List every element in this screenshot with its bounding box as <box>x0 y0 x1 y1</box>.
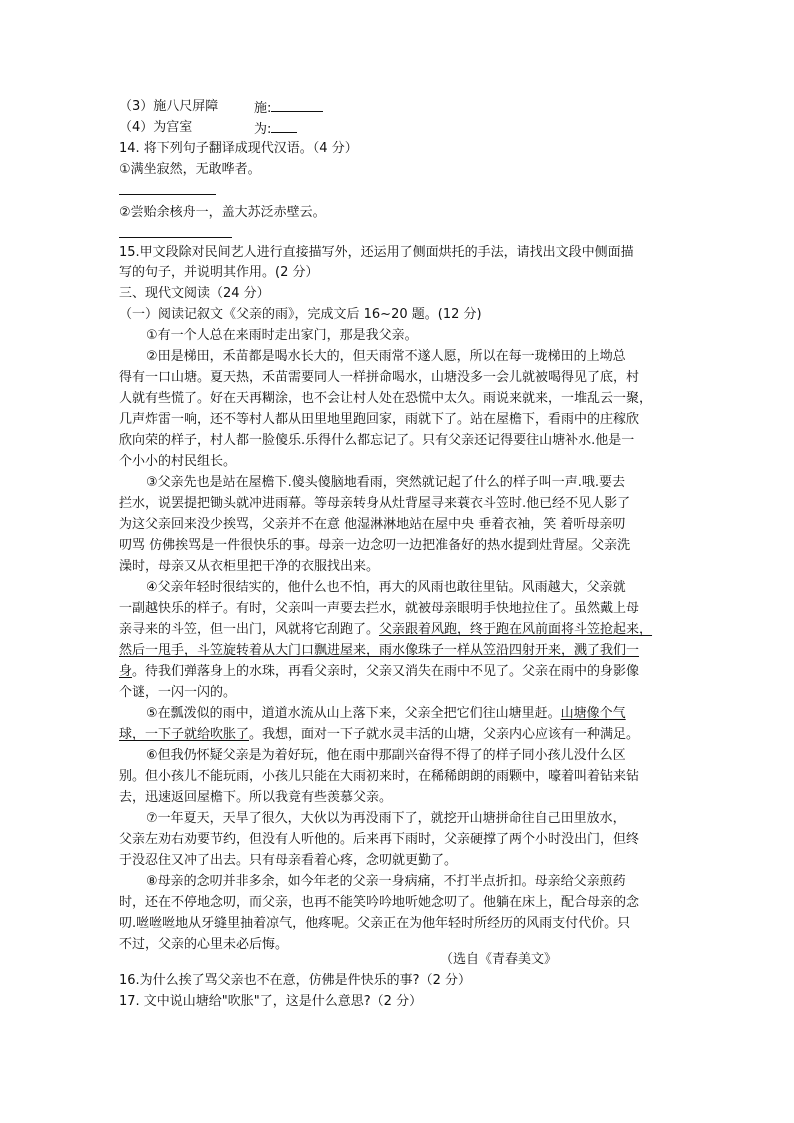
underlined-sentence: 山塘像个气 <box>560 706 626 721</box>
essay-p8-line: 叨.咝咝咝地从牙缝里抽着凉气，他疼呢。父亲正在为他年轻时所经历的风雨支付代价。只 <box>119 916 631 931</box>
essay-p7-line: ⑦一年夏天，天旱了很久，大伙以为再没雨下了，就挖开山塘拼命往自己田里放水， <box>146 811 626 826</box>
essay-p2-line: 几声炸雷一响，还不等村人都从田里地里跑回家，雨就下了。站在屋檐下，看雨中的庄稼欣 <box>119 412 640 427</box>
essay-source: （选自《青春美文》 <box>440 952 558 967</box>
essay-p8-line: 不过，父亲的心里未必后悔。 <box>119 937 289 952</box>
essay-p3-line: 为这父亲回来没少挨骂，父亲并不在意 他湿淋淋地站在屋中央 垂着衣袖，笑 着听母亲叨 <box>119 517 626 532</box>
essay-p3-line: 澡时，母亲又从衣柜里把干净的衣服找出来。 <box>119 559 380 574</box>
q15-line-2: 写的句子，并说明其作用。(2 分） <box>119 265 319 280</box>
essay-p5-line: ⑤在瓢泼似的雨中，道道水流从山上落下来，父亲全把它们往山塘里赶。山塘像个气 <box>146 706 626 721</box>
q14-answer-line-2[interactable] <box>119 237 232 238</box>
essay-p4-line: 亲寻来的斗笠，但一出门，风就将它刮跑了。父亲跟着风跑，终于跑在风前面将斗笠抢起来， <box>119 622 653 637</box>
essay-p6-line: ⑥但我仍怀疑父亲是为着好玩，他在雨中那副兴奋得不得了的样子同小孩儿没什么区 <box>146 748 626 763</box>
q13-item3-label: （3）施八尺屏障 <box>119 99 219 114</box>
essay-p2-line: 个小小的村民组长。 <box>119 454 237 469</box>
section-3-sub: （一）阅读记叙文《父亲的雨》，完成文后 16~20 题。(12 分) <box>119 307 482 322</box>
essay-p8-line: ⑧母亲的念叨并非多余，如今年老的父亲一身病痛，不打半点折扣。母亲给父亲煎药 <box>146 874 626 889</box>
underlined-sentence: 身 <box>119 664 133 679</box>
essay-p2-line: 人就有些慌了。好在天再糊涂，也不会让村人处在恐慌中太久。雨说来就来，一堆乱云一聚， <box>119 391 653 406</box>
q13-item-4 <box>119 118 272 138</box>
q13-item4-word: 为: <box>254 118 297 139</box>
essay-p2-line: 得有一口山塘。夏天热，禾苗需要同人一样拼命喝水，山塘没多一会儿就被喝得见了底，村 <box>119 370 640 385</box>
essay-p2-line: ②田是梯田，禾苗都是喝水长大的，但天雨常不遂人愿，所以在每一珑梯田的上坳总 <box>146 349 626 364</box>
section-3-heading: 三、现代文阅读（24 分） <box>119 286 270 301</box>
underlined-sentence: 球，一下子就给吹胀了 <box>119 727 250 742</box>
essay-p3-line: 拦水，说罢提把锄头就冲进雨幕。等母亲转身从灶背屋寻来蓑衣斗笠时.他已经不见人影了 <box>119 496 631 511</box>
essay-p8-line: 时，还在不停地念叨，而父亲，也再不能笑吟吟地听她念叨了。他躺在床上，配合母亲的念 <box>119 895 640 910</box>
essay-p3-line: ③父亲先也是站在屋檐下.傻头傻脑地看雨，突然就记起了什么的样子叫一声.哦.要去 <box>146 475 626 490</box>
essay-p5-line: 球，一下子就给吹胀了。我想，面对一下子就水灵丰活的山塘，父亲内心应该有一种满足。 <box>119 727 640 742</box>
underlined-sentence: 父亲跟着风跑，终于跑在风前面将斗笠抢起来， <box>379 622 653 637</box>
underlined-sentence: 然后一甩手，斗笠旋转着从大门口飘进屋来，雨水像珠子一样从笠沿四射开来，溅了我们一 <box>119 643 640 658</box>
q13-item3-word: 施: <box>254 97 323 118</box>
q14-title: 14. 将下列句子翻译成现代汉语。（4 分） <box>119 141 358 156</box>
essay-p4-line: ④父亲年轻时很结实的，他什么也不怕，再大的风雨也敢往里钻。风雨越大，父亲就 <box>146 580 626 595</box>
q13-item4-label: （4）为宫室 <box>119 120 193 135</box>
essay-p6-line: 去，迅速返回屋檐下。所以我竟有些羡慕父亲。 <box>119 790 393 805</box>
q13-item4-blank[interactable] <box>271 118 297 133</box>
q15-line-1: 15.甲文段除对民间艺人进行直接描写外，还运用了侧面烘托的手法，请找出文段中侧面描 <box>119 245 634 260</box>
q14-sentence-1: ①满坐寂然，无敢哗者。 <box>119 162 261 177</box>
essay-p7-line: 父亲左劝右劝要节约，但没有人听他的。后来再下雨时，父亲硬撑了两个小时没出门，但终 <box>119 832 640 847</box>
essay-p6-line: 别。但小孩儿不能玩雨，小孩儿只能在大雨初来时，在稀稀朗朗的雨颗中，嚎着叫着钻来钻 <box>119 769 640 784</box>
essay-p4-line: 一副越快乐的样子。有时，父亲叫一声要去拦水，就被母亲眼明手快地拉住了。虽然戴上母 <box>119 601 640 616</box>
essay-p7-line: 于没忍住又冲了出去。只有母亲看着心疼，念叨就更勤了。 <box>119 853 458 868</box>
q14-sentence-2: ②尝贻余核舟一，盖大苏泛赤壁云。 <box>119 205 326 220</box>
essay-p1: ①有一个人总在来雨时走出家门，那是我父亲。 <box>146 328 418 343</box>
essay-p4-line: 个谜，一闪一闪的。 <box>119 685 237 700</box>
essay-p4-line <box>119 641 639 661</box>
q14-answer-line-1[interactable] <box>119 194 216 195</box>
q17-text: 17. 文中说山塘给"吹胀"了，这是什么意思?（2 分） <box>119 994 423 1009</box>
essay-p2-line: 欣向荣的样子，村人都一脸傻乐.乐得什么都忘记了。只有父亲还记得要往山塘补水.他是一 <box>119 433 635 448</box>
q16-text: 16.为什么挨了骂父亲也不在意，仿佛是件快乐的事?（2 分） <box>119 973 471 988</box>
q13-item3-blank[interactable] <box>271 97 323 112</box>
essay-p4-line: 身。待我们弹落身上的水珠，再看父亲时，父亲又消失在雨中不见了。父亲在雨中的身影像 <box>119 664 640 679</box>
q13-item-3 <box>119 97 272 117</box>
essay-p3-line: 叨骂 仿佛挨骂是一件很快乐的事。母亲一边念叨一边把准备好的热水提到灶背屋。父亲洗 <box>119 538 631 553</box>
